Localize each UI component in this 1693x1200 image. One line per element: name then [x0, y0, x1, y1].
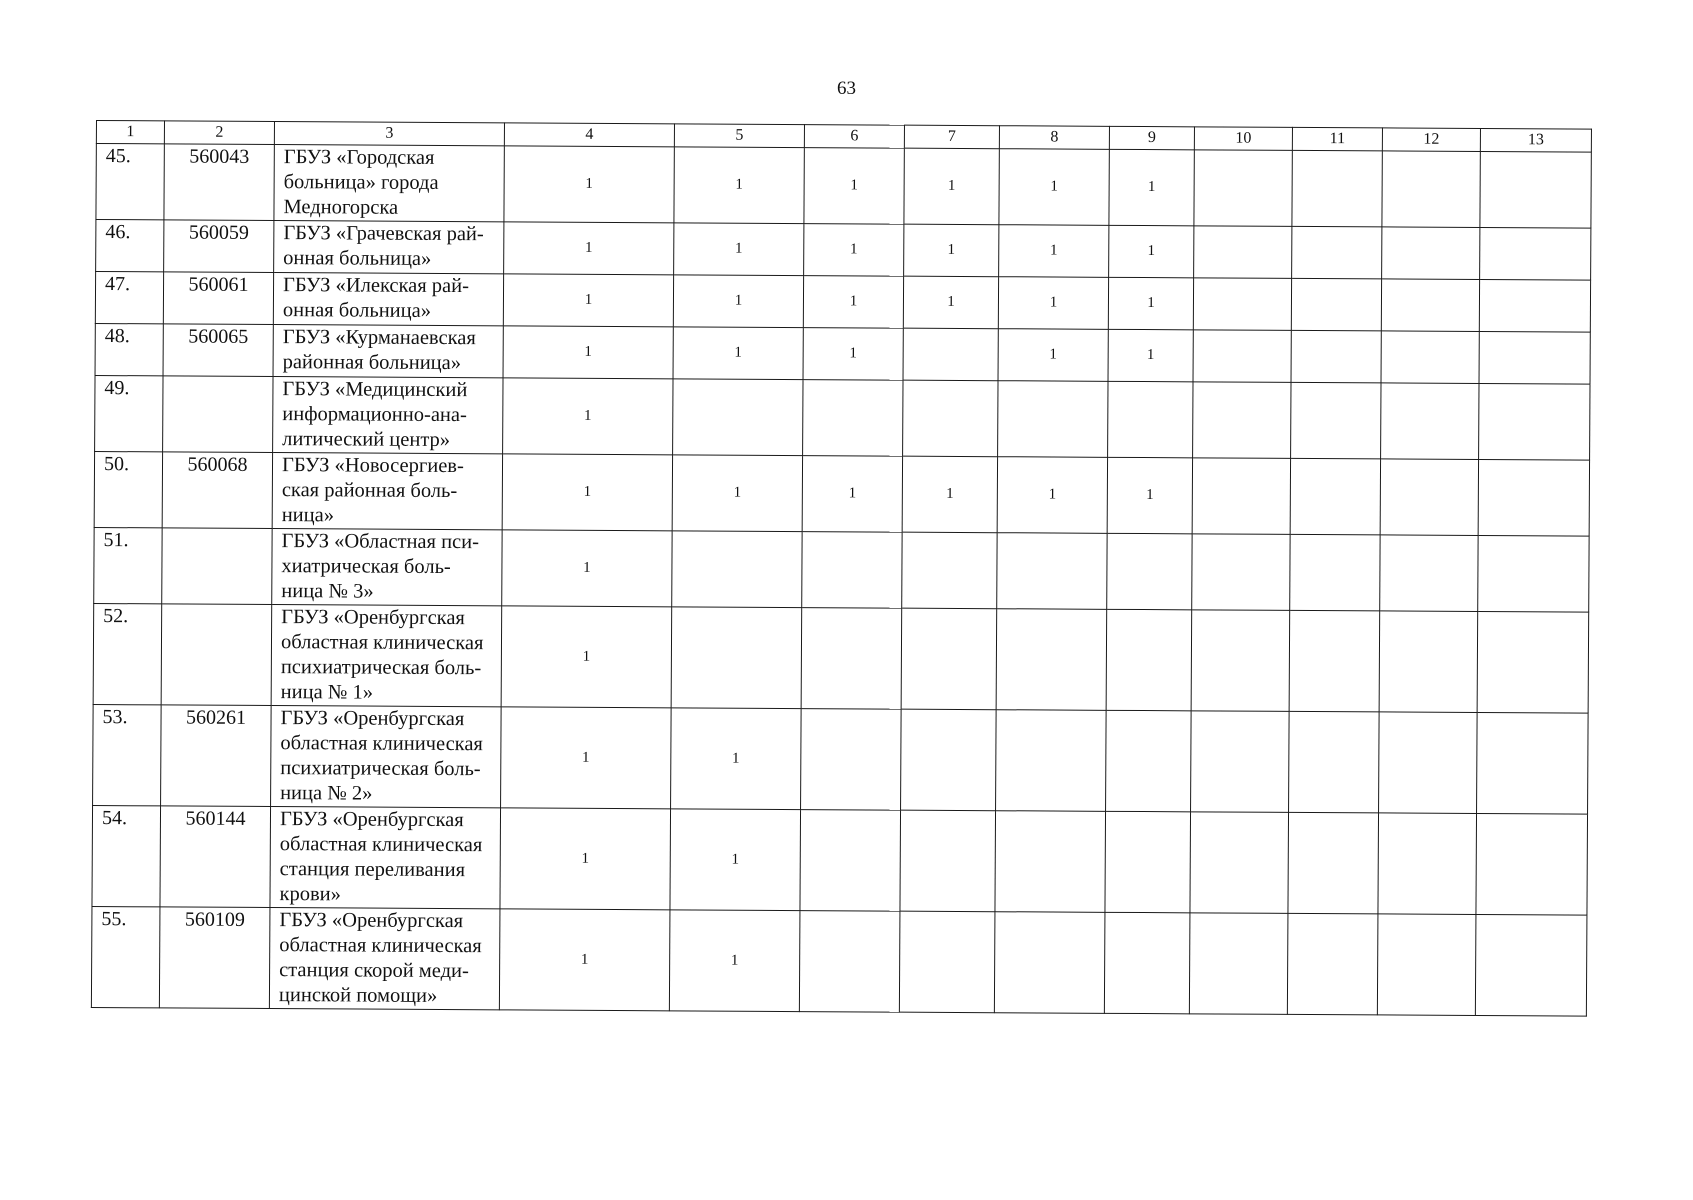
value-cell-col-5: 1: [671, 708, 802, 810]
value-cell-col-8: 1: [998, 329, 1108, 382]
organization-name-line: ГБУЗ «Новосергиев-: [281, 454, 464, 478]
value-cell-col-4: 1: [502, 454, 672, 531]
organization-name-line: областная клиническая: [280, 732, 483, 756]
value-cell-col-9: [1106, 710, 1192, 811]
value-cell-col-8: [994, 912, 1105, 1014]
value-cell-col-12: [1379, 712, 1478, 814]
value-cell-col-13: [1479, 279, 1590, 332]
value-cell-col-4: 1: [503, 378, 673, 455]
organization-code: [161, 604, 272, 706]
value-cell-col-6: 1: [802, 456, 902, 533]
value-cell-col-11: [1291, 382, 1381, 459]
column-header: 3: [274, 122, 504, 146]
value-cell-col-7: [900, 810, 996, 912]
value-cell-col-6: [800, 810, 901, 912]
value-cell-col-8: [996, 710, 1107, 812]
organization-name: [270, 807, 501, 909]
row-number: 49.: [95, 375, 163, 451]
column-header: 1: [96, 121, 164, 144]
value-cell-col-10: [1190, 812, 1289, 914]
column-header: 8: [999, 126, 1109, 150]
organization-name-line: ница № 1»: [280, 681, 374, 704]
value-cell-col-4: 1: [502, 530, 672, 607]
column-header: 5: [674, 124, 804, 148]
column-header: 9: [1109, 126, 1194, 149]
table-body: [91, 144, 1591, 1017]
page-number: 63: [837, 78, 856, 99]
organization-name-line: онная больница»: [283, 247, 432, 270]
value-cell-col-8: [995, 811, 1106, 913]
value-cell-col-12: [1381, 383, 1479, 460]
row-number: 48.: [95, 323, 163, 375]
organization-name: [273, 325, 503, 378]
organization-name: [272, 529, 502, 606]
value-cell-col-12: [1381, 331, 1479, 384]
value-cell-col-11: [1290, 534, 1380, 611]
value-cell-col-8: [998, 381, 1108, 458]
value-cell-col-12: [1377, 914, 1476, 1016]
organization-name-line: ГБУЗ «Оренбургская: [281, 606, 465, 630]
value-cell-col-10: [1193, 278, 1291, 331]
value-cell-col-5: 1: [674, 223, 804, 276]
value-cell-col-5: [673, 379, 803, 456]
value-cell-col-11: [1291, 278, 1381, 331]
value-cell-col-6: [801, 608, 902, 710]
value-cell-col-6: [802, 532, 902, 609]
value-cell-col-9: [1105, 811, 1191, 912]
value-cell-col-13: [1476, 813, 1588, 915]
value-cell-col-6: 1: [804, 224, 904, 277]
value-cell-col-5: 1: [673, 327, 803, 380]
column-header: 10: [1194, 127, 1292, 151]
value-cell-col-7: [902, 532, 997, 609]
organization-name: [269, 908, 500, 1010]
column-header: 7: [904, 125, 999, 149]
value-cell-col-6: [801, 709, 902, 811]
organization-name-line: областная клиническая: [280, 631, 484, 655]
organization-name-line: станция переливания: [279, 858, 466, 882]
column-header: 13: [1480, 128, 1591, 152]
organization-name-line: ская районная боль-: [281, 479, 458, 503]
value-cell-col-11: [1287, 913, 1378, 1015]
value-cell-col-5: [671, 607, 802, 709]
organization-name-line: ница № 3»: [281, 580, 374, 603]
organization-name-line: ГБУЗ «Областная пси-: [281, 530, 480, 554]
value-cell-col-5: 1: [669, 910, 800, 1012]
organization-code: 560068: [162, 452, 272, 529]
value-cell-col-7: 1: [904, 224, 999, 277]
table-row: [95, 323, 1590, 384]
organization-code: 560261: [161, 705, 272, 807]
column-header: 2: [164, 121, 274, 145]
value-cell-col-12: [1382, 151, 1480, 228]
organization-name: [273, 377, 503, 454]
organization-name-line: ГБУЗ «Оренбургская: [280, 707, 465, 731]
value-cell-col-12: [1381, 279, 1479, 332]
value-cell-col-10: [1189, 913, 1288, 1015]
value-cell-col-7: [901, 709, 997, 811]
value-cell-col-4: 1: [504, 222, 674, 275]
organization-name-line: ГБУЗ «Медицинский: [282, 378, 468, 402]
value-cell-col-4: 1: [501, 707, 672, 809]
value-cell-col-11: [1290, 458, 1380, 535]
value-cell-col-7: [903, 328, 998, 381]
column-header: 11: [1292, 127, 1382, 151]
organization-name-line: ница № 2»: [280, 782, 373, 805]
value-cell-col-8: 1: [997, 457, 1107, 534]
organization-code: [162, 528, 272, 605]
organization-name-line: ГБУЗ «Илекская рай-: [282, 274, 470, 298]
organization-name-line: ГБУЗ «Оренбургская: [279, 808, 464, 832]
table-row: [96, 220, 1591, 281]
organization-name-line: информационно-ана-: [282, 403, 467, 427]
value-cell-col-4: 1: [503, 274, 673, 327]
value-cell-col-7: [899, 911, 995, 1013]
value-cell-col-13: [1477, 712, 1589, 814]
value-cell-col-13: [1477, 611, 1589, 713]
organization-name-line: хиатрическая боль-: [281, 555, 451, 579]
organization-name-line: ГБУЗ «Курманаевская: [282, 326, 476, 350]
row-number: 52.: [93, 603, 162, 704]
value-cell-col-7: 1: [904, 148, 999, 225]
value-cell-col-9: 1: [1107, 457, 1192, 533]
organization-name-line: ГБУЗ «Городская: [283, 146, 435, 169]
value-cell-col-7: 1: [902, 456, 997, 533]
value-cell-col-12: [1382, 227, 1480, 280]
value-cell-col-13: [1479, 383, 1590, 460]
table-row: [95, 375, 1590, 460]
value-cell-col-13: [1479, 331, 1590, 384]
value-cell-col-7: [901, 608, 997, 710]
table-row: [92, 805, 1588, 915]
value-cell-col-13: [1480, 151, 1591, 228]
value-cell-col-4: 1: [501, 606, 672, 708]
table-row: [94, 451, 1589, 536]
value-cell-col-9: [1108, 381, 1193, 457]
table-row: [93, 603, 1589, 713]
table-row: [96, 144, 1591, 229]
value-cell-col-10: [1194, 150, 1292, 227]
value-cell-col-5: 1: [674, 147, 804, 224]
row-number: 54.: [92, 805, 161, 906]
organization-name-line: крови»: [279, 883, 341, 906]
value-cell-col-6: 1: [804, 148, 904, 225]
value-cell-col-12: [1378, 813, 1477, 915]
value-cell-col-9: 1: [1109, 225, 1194, 277]
organization-name-line: ница»: [281, 504, 335, 527]
value-cell-col-8: 1: [999, 149, 1109, 226]
organization-name-line: психиатрическая боль-: [280, 656, 482, 680]
value-cell-col-13: [1480, 227, 1591, 280]
value-cell-col-9: [1107, 533, 1192, 609]
organization-name: [271, 605, 502, 707]
value-cell-col-8: [997, 533, 1107, 610]
value-cell-col-9: 1: [1108, 329, 1193, 381]
row-number: 50.: [94, 451, 162, 527]
organization-name-line: больница» города: [283, 171, 439, 194]
value-cell-col-10: [1194, 226, 1292, 279]
value-cell-col-12: [1380, 535, 1478, 612]
column-header: 12: [1382, 128, 1480, 152]
table-row: [94, 527, 1589, 612]
value-cell-col-11: [1289, 610, 1380, 712]
value-cell-col-6: [803, 380, 903, 457]
value-cell-col-12: [1379, 611, 1478, 713]
organization-code: 560144: [160, 806, 271, 908]
organization-name: [274, 145, 504, 222]
organization-name-line: ГБУЗ «Грачевская рай-: [283, 222, 484, 246]
value-cell-col-9: [1106, 609, 1192, 710]
table-row: [95, 272, 1590, 333]
organization-name-line: областная клиническая: [279, 934, 482, 958]
value-cell-col-11: [1288, 812, 1379, 914]
organization-name: [272, 453, 502, 530]
value-cell-col-5: 1: [673, 275, 803, 328]
value-cell-col-10: [1192, 534, 1290, 611]
value-cell-col-10: [1191, 711, 1290, 813]
value-cell-col-11: [1292, 226, 1382, 279]
value-cell-col-8: 1: [999, 225, 1109, 278]
organization-name-line: районная больница»: [282, 351, 462, 375]
row-number: 55.: [91, 906, 160, 1007]
organization-code: 560043: [164, 144, 274, 221]
value-cell-col-8: 1: [998, 277, 1108, 330]
organization-name-line: ГБУЗ «Оренбургская: [279, 909, 464, 933]
value-cell-col-4: 1: [503, 326, 673, 379]
value-cell-col-4: 1: [500, 808, 671, 910]
value-cell-col-7: 1: [903, 276, 998, 329]
row-number: 51.: [94, 527, 162, 603]
organization-code: 560065: [163, 324, 273, 377]
value-cell-col-10: [1193, 330, 1291, 383]
organization-name: [273, 273, 503, 326]
value-cell-col-8: [996, 609, 1107, 711]
table-row: [91, 906, 1587, 1016]
value-cell-col-6: 1: [803, 328, 903, 381]
data-table: [91, 120, 1592, 1017]
value-cell-col-7: [903, 380, 998, 457]
organization-name-line: станция скорой меди-: [279, 959, 469, 983]
value-cell-col-11: [1291, 330, 1381, 383]
organization-name: [271, 706, 502, 808]
organization-name: [274, 221, 504, 274]
value-cell-col-9: [1104, 912, 1190, 1013]
value-cell-col-5: 1: [672, 455, 802, 532]
organization-code: 560061: [163, 272, 273, 325]
organization-name-line: цинской помощи»: [278, 984, 438, 1007]
value-cell-col-9: 1: [1109, 149, 1194, 225]
column-header: 6: [804, 125, 904, 149]
value-cell-col-4: 1: [499, 909, 670, 1011]
row-number: 45.: [96, 144, 164, 220]
organization-name-line: онная больница»: [282, 299, 432, 322]
row-number: 47.: [95, 272, 163, 324]
organization-name-line: Медногорска: [283, 196, 399, 219]
value-cell-col-5: [672, 531, 802, 608]
value-cell-col-4: 1: [504, 146, 674, 223]
table-row: [93, 704, 1589, 814]
value-cell-col-13: [1475, 914, 1587, 1016]
row-number: 53.: [93, 704, 162, 805]
value-cell-col-10: [1191, 610, 1290, 712]
organization-name-line: областная клиническая: [279, 833, 483, 857]
value-cell-col-5: 1: [670, 809, 801, 911]
row-number: 46.: [96, 220, 164, 272]
value-cell-col-11: [1292, 150, 1382, 227]
organization-code: [163, 376, 273, 453]
column-header: 4: [504, 123, 674, 147]
organization-code: 560109: [159, 907, 270, 1009]
value-cell-col-12: [1380, 459, 1478, 536]
organization-name-line: психиатрическая боль-: [280, 757, 481, 781]
value-cell-col-10: [1193, 382, 1291, 459]
value-cell-col-11: [1289, 711, 1380, 813]
organization-code: 560059: [164, 220, 274, 273]
value-cell-col-10: [1192, 458, 1290, 535]
value-cell-col-13: [1478, 459, 1589, 536]
value-cell-col-6: [799, 911, 900, 1013]
value-cell-col-6: 1: [803, 276, 903, 329]
value-cell-col-9: 1: [1108, 277, 1193, 329]
value-cell-col-13: [1478, 535, 1589, 612]
organization-name-line: литический центр»: [282, 428, 451, 452]
